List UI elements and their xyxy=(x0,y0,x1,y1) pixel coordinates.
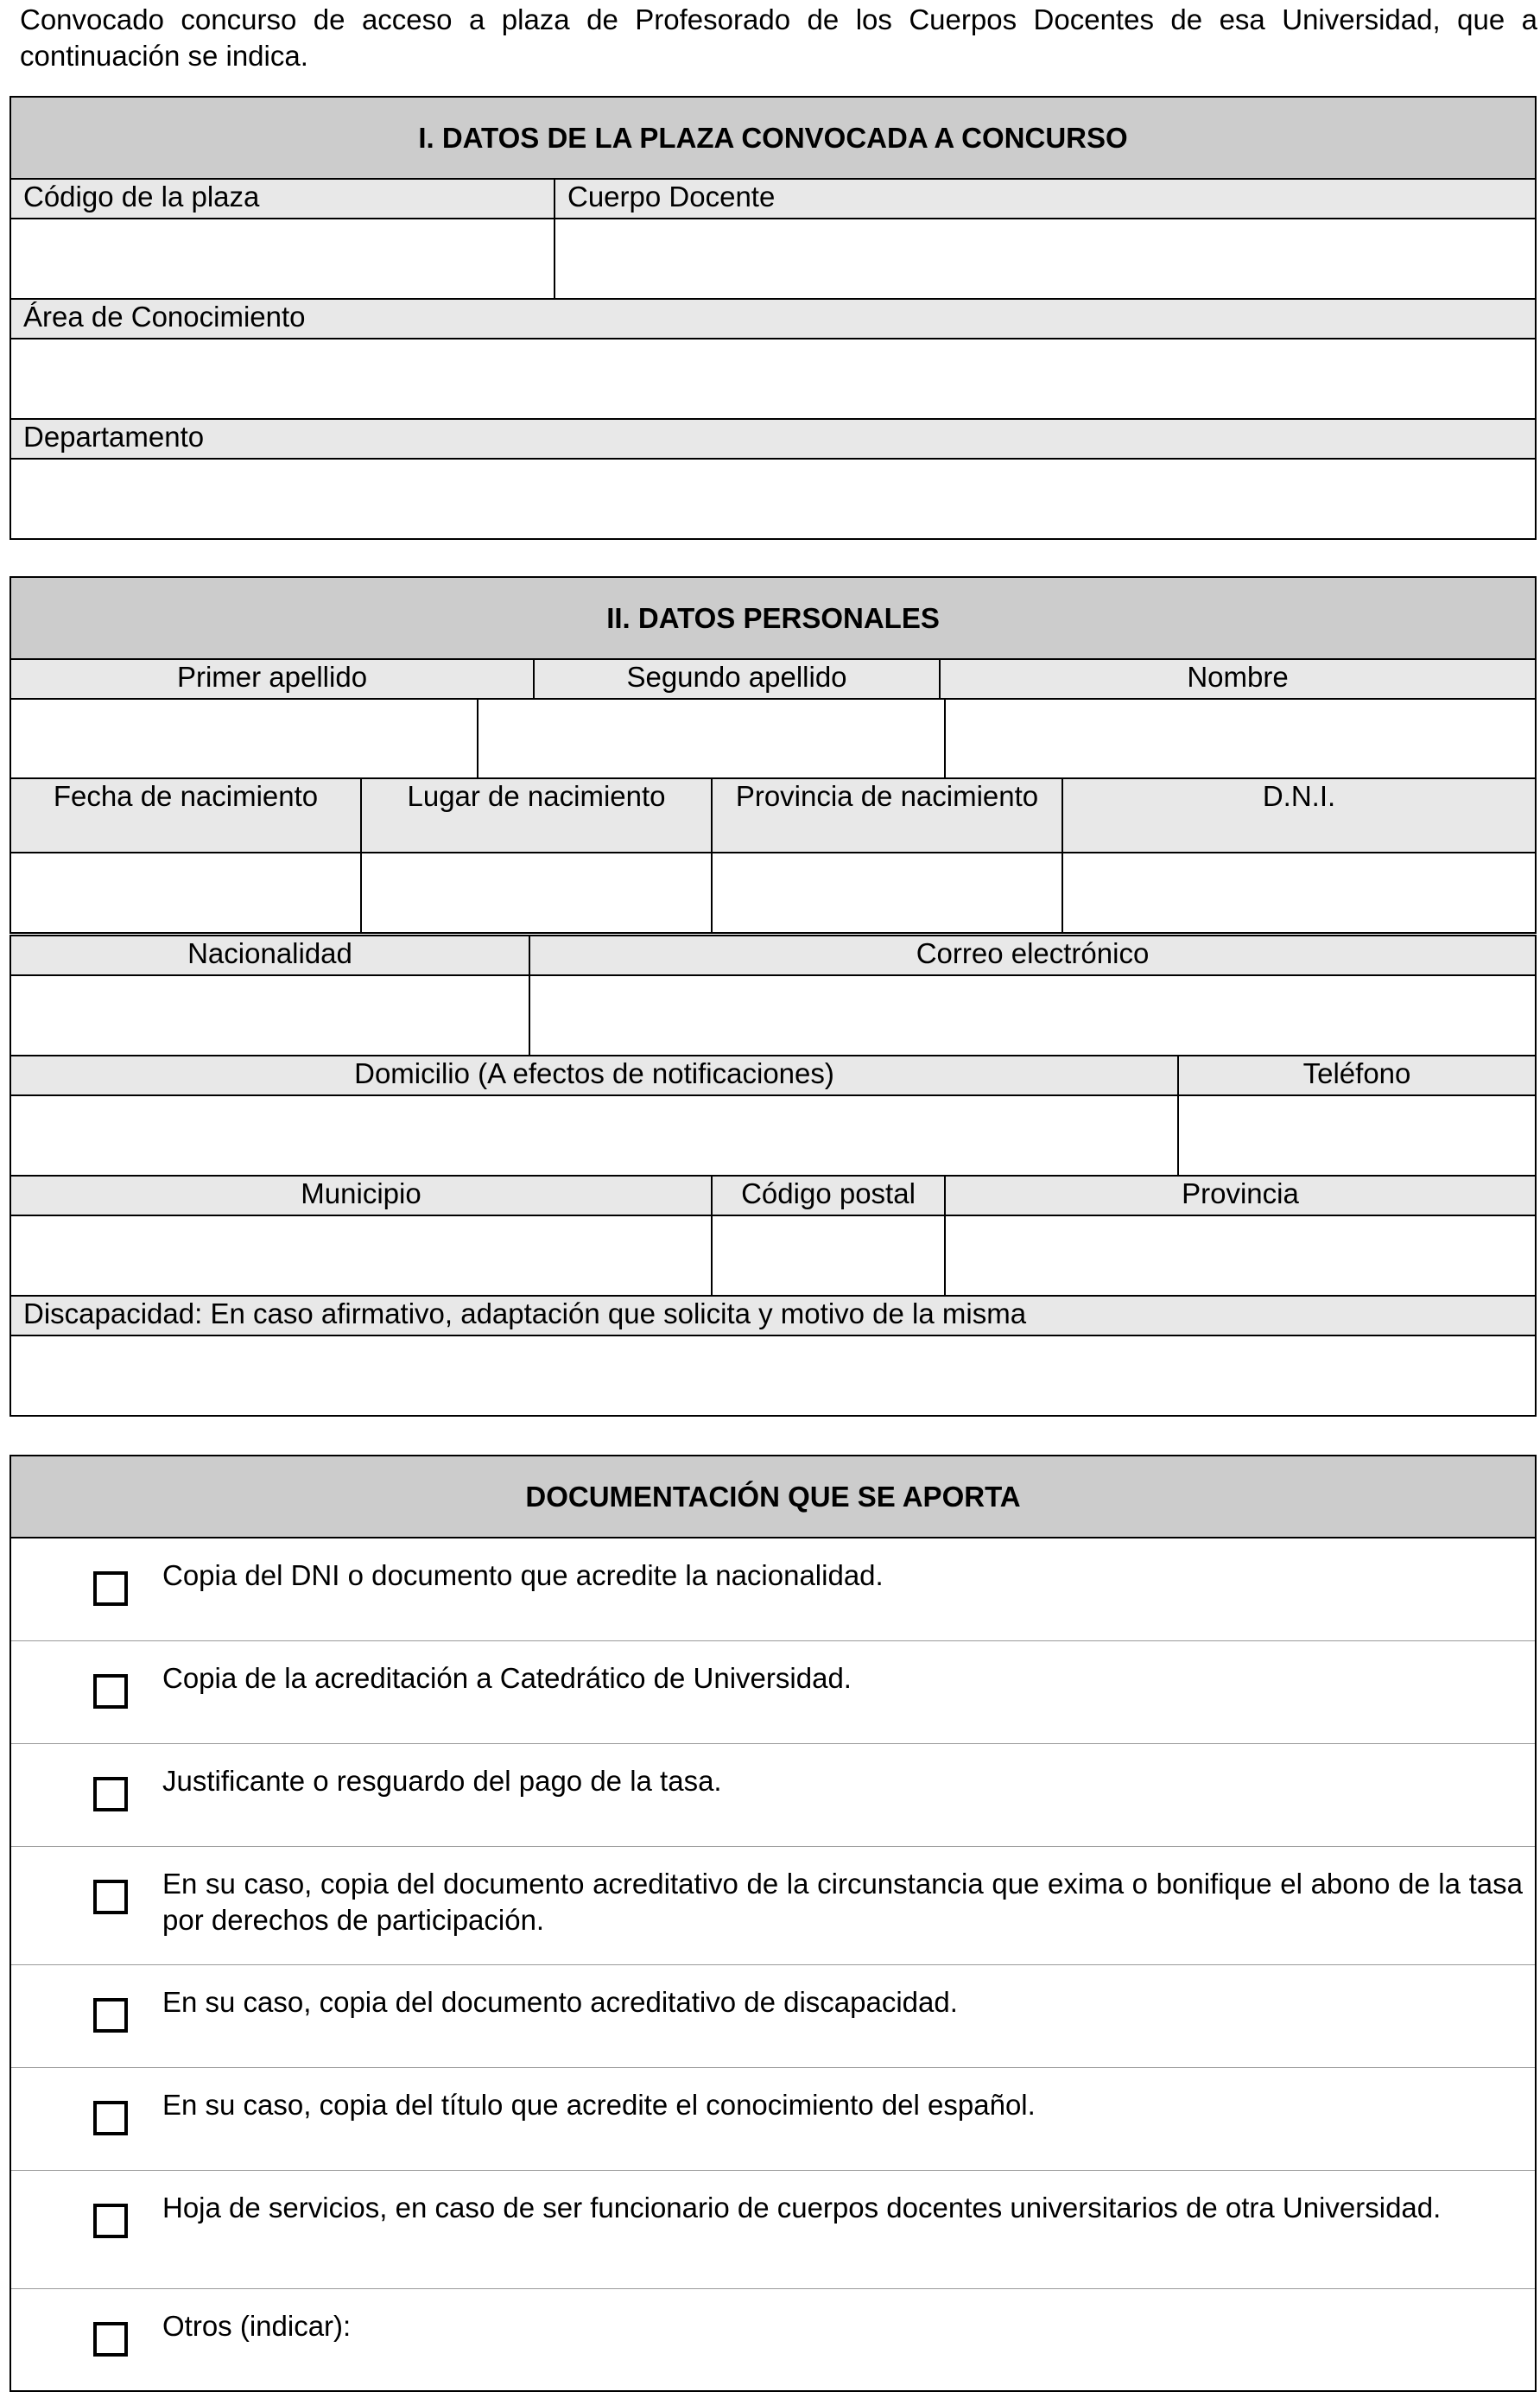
doc-item xyxy=(10,2288,1536,2391)
checkbox-espanol[interactable] xyxy=(93,2101,128,2135)
nacimiento-row xyxy=(10,777,1537,934)
segundo-apellido-label: Segundo apellido xyxy=(534,659,940,699)
checkbox-acreditacion[interactable] xyxy=(93,1674,128,1709)
provincia-nacimiento-label: Provincia de nacimiento xyxy=(712,778,1062,853)
departamento-label: Departamento xyxy=(10,419,1536,459)
segundo-apellido-field[interactable] xyxy=(478,699,945,779)
section-datos-personales-title: II. DATOS PERSONALES xyxy=(10,577,1536,659)
codigo-plaza-field[interactable] xyxy=(10,219,555,299)
nacionalidad-row xyxy=(10,935,1537,1056)
nacionalidad-field[interactable] xyxy=(10,975,529,1056)
dni-field[interactable] xyxy=(1062,853,1536,933)
doc-item xyxy=(10,2067,1536,2170)
doc-item xyxy=(10,1538,1536,1640)
doc-item-text: En su caso, copia del documento acreditativo de discapacidad. xyxy=(162,1985,958,2018)
codigo-plaza-label: Código de la plaza xyxy=(10,179,555,219)
primer-apellido-label: Primer apellido xyxy=(10,659,534,699)
correo-field[interactable] xyxy=(529,975,1536,1056)
doc-item-text: Hoja de servicios, en caso de ser funcionario de cuerpos docentes universitarios de otra Universidad. xyxy=(162,2191,1442,2224)
nombre-label: Nombre xyxy=(940,659,1536,699)
cuerpo-docente-label: Cuerpo Docente xyxy=(555,179,1536,219)
telefono-label: Teléfono xyxy=(1178,1056,1536,1095)
checkbox-otros[interactable] xyxy=(93,2322,128,2357)
intro-paragraph: Convocado concurso de acceso a plaza de Profesorado de los Cuerpos Docentes de esa Universidad, que a continuación se indica. xyxy=(20,3,1537,72)
doc-item-text: En su caso, copia del título que acredite el conocimiento del español. xyxy=(162,2088,1036,2121)
doc-item-text: En su caso, copia del documento acreditativo de la circunstancia que exima o bonifique el abono de la tasa por derechos de participación. xyxy=(162,1867,1523,1936)
doc-item-text: Otros (indicar): xyxy=(162,2309,352,2342)
provincia-field[interactable] xyxy=(945,1215,1536,1296)
municipio-field[interactable] xyxy=(10,1215,712,1296)
lugar-nacimiento-label: Lugar de nacimiento xyxy=(361,778,712,853)
lugar-nacimiento-field[interactable] xyxy=(361,853,712,933)
provincia-nacimiento-field[interactable] xyxy=(712,853,1062,933)
area-conocimiento-label: Área de Conocimiento xyxy=(10,299,1536,339)
correo-label: Correo electrónico xyxy=(529,936,1536,975)
checkbox-pago-tasa[interactable] xyxy=(93,1777,128,1811)
checkbox-hoja-servicios[interactable] xyxy=(93,2204,128,2238)
checkbox-discapacidad[interactable] xyxy=(93,1998,128,2033)
doc-item xyxy=(10,1640,1536,1743)
doc-item xyxy=(10,1964,1536,2067)
dni-label: D.N.I. xyxy=(1062,778,1536,853)
checkbox-exencion-tasa[interactable] xyxy=(93,1880,128,1914)
telefono-field[interactable] xyxy=(1178,1095,1536,1176)
doc-item xyxy=(10,2170,1536,2288)
domicilio-field[interactable] xyxy=(10,1095,1178,1176)
doc-item-text: Copia de la acreditación a Catedrático de Universidad. xyxy=(162,1661,852,1694)
departamento-field[interactable] xyxy=(10,459,1536,539)
discapacidad-field[interactable] xyxy=(10,1335,1536,1416)
section-plaza xyxy=(10,96,1537,540)
doc-item-text: Copia del DNI o documento que acredite la nacionalidad. xyxy=(162,1559,884,1591)
fecha-nacimiento-field[interactable] xyxy=(10,853,361,933)
codigo-postal-label: Código postal xyxy=(712,1176,945,1215)
municipio-label: Municipio xyxy=(10,1176,712,1215)
doc-item xyxy=(10,1743,1536,1846)
area-conocimiento-field[interactable] xyxy=(10,339,1536,419)
codigo-postal-field[interactable] xyxy=(712,1215,945,1296)
section-documentacion-title: DOCUMENTACIÓN QUE SE APORTA xyxy=(10,1456,1536,1538)
nombre-field[interactable] xyxy=(945,699,1536,779)
fecha-nacimiento-label: Fecha de nacimiento xyxy=(10,778,361,853)
nacionalidad-label: Nacionalidad xyxy=(10,936,529,975)
cuerpo-docente-field[interactable] xyxy=(555,219,1536,299)
apellidos-row xyxy=(10,698,1537,780)
municipio-row xyxy=(10,1175,1537,1297)
checkbox-dni[interactable] xyxy=(93,1571,128,1606)
domicilio-row xyxy=(10,1055,1537,1177)
section-plaza-title: I. DATOS DE LA PLAZA CONVOCADA A CONCURSO xyxy=(10,97,1536,179)
doc-item xyxy=(10,1846,1536,1964)
primer-apellido-field[interactable] xyxy=(10,699,478,779)
provincia-label: Provincia xyxy=(945,1176,1536,1215)
section-documentacion xyxy=(10,1455,1537,2392)
section-datos-personales xyxy=(10,576,1537,700)
discapacidad-label: Discapacidad: En caso afirmativo, adaptación que solicita y motivo de la misma xyxy=(10,1296,1536,1335)
discapacidad-row xyxy=(10,1295,1537,1417)
domicilio-label: Domicilio (A efectos de notificaciones) xyxy=(10,1056,1178,1095)
doc-item-text: Justificante o resguardo del pago de la tasa. xyxy=(162,1764,722,1797)
